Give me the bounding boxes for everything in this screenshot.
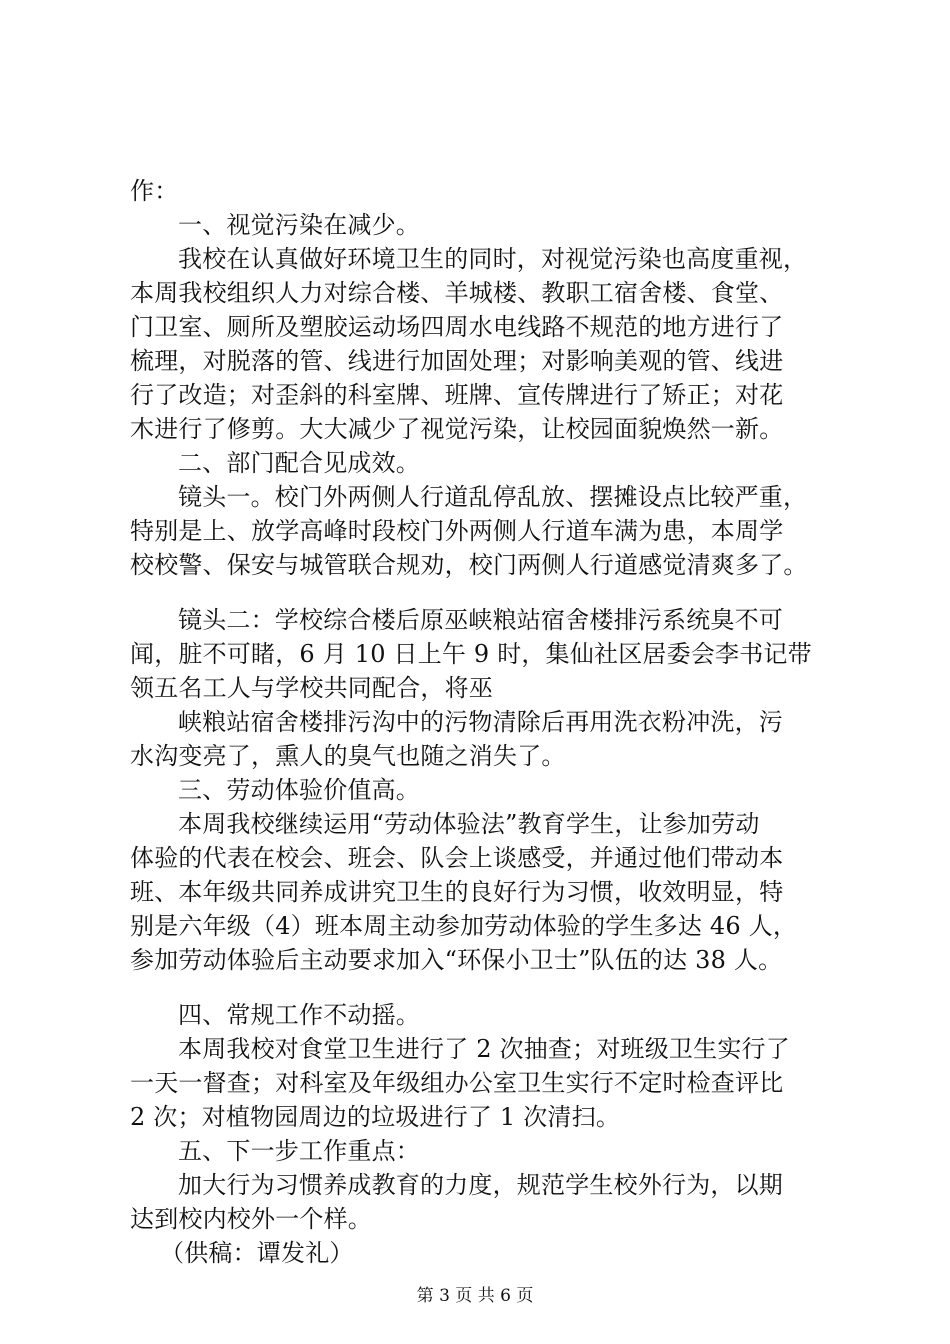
section-heading-1: 一、视觉污染在减少。 — [178, 211, 420, 239]
text-line: 领五名工人与学校共同配合，将巫 — [130, 674, 493, 702]
section-heading-5: 五、下一步工作重点： — [178, 1137, 420, 1165]
text-line: 班、本年级共同养成讲究卫生的良好行为习惯，收效明显，特 — [130, 878, 784, 906]
text-line: 一天一督查；对科室及年级组办公室卫生实行不定时检查评比 — [130, 1069, 784, 1097]
text-line: 加大行为习惯养成教育的力度，规范学生校外行为，以期 — [178, 1171, 783, 1199]
text-line: 本周我校组织人力对综合楼、羊城楼、教职工宿舍楼、食堂、 — [130, 279, 784, 307]
contributor-credit: （供稿：谭发礼） — [160, 1239, 354, 1267]
text-line: 本周我校继续运用“劳动体验法”教育学生，让参加劳动 — [178, 810, 760, 838]
section-heading-4: 四、常规工作不动摇。 — [178, 1001, 420, 1029]
text-line: 我校在认真做好环境卫生的同时，对视觉污染也高度重视， — [178, 245, 808, 273]
text-line: 2 次；对植物园周边的垃圾进行了 1 次清扫。 — [130, 1103, 621, 1131]
section-heading-2: 二、部门配合见成效。 — [178, 449, 420, 477]
text-line: 校校警、保安与城管联合规劝，校门两侧人行道感觉清爽多了。 — [130, 551, 808, 579]
text-line: 作： — [130, 177, 179, 205]
text-line: 门卫室、厕所及塑胶运动场四周水电线路不规范的地方进行了 — [130, 313, 784, 341]
text-line: 木进行了修剪。大大减少了视觉污染，让校园面貌焕然一新。 — [130, 415, 784, 443]
text-line: 闻，脏不可睹，6 月 10 日上午 9 时，集仙社区居委会李书记带 — [130, 640, 812, 668]
text-line: 水沟变亮了，熏人的臭气也随之消失了。 — [130, 742, 566, 770]
text-line: 镜头二：学校综合楼后原巫峡粮站宿舍楼排污系统臭不可 — [178, 606, 783, 634]
text-line: 特别是上、放学高峰时段校门外两侧人行道车满为患，本周学 — [130, 517, 784, 545]
text-line: 梳理，对脱落的管、线进行加固处理；对影响美观的管、线进 — [130, 347, 784, 375]
text-line: 镜头一。校门外两侧人行道乱停乱放、摆摊设点比较严重， — [178, 483, 808, 511]
section-heading-3: 三、劳动体验价值高。 — [178, 776, 420, 804]
page-footer: 第 3 页 共 6 页 — [416, 1286, 534, 1306]
text-line: 别是六年级（4）班本周主动参加劳动体验的学生多达 46 人， — [130, 912, 798, 940]
text-line: 体验的代表在校会、班会、队会上谈感受，并通过他们带动本 — [130, 844, 784, 872]
text-line: 行了改造；对歪斜的科室牌、班牌、宣传牌进行了矫正；对花 — [130, 381, 784, 409]
text-line: 参加劳动体验后主动要求加入“环保小卫士”队伍的达 38 人。 — [130, 946, 783, 974]
text-line: 达到校内校外一个样。 — [130, 1205, 372, 1233]
text-line: 峡粮站宿舍楼排污沟中的污物清除后再用洗衣粉冲洗，污 — [178, 708, 783, 736]
text-line: 本周我校对食堂卫生进行了 2 次抽查；对班级卫生实行了 — [178, 1035, 790, 1063]
